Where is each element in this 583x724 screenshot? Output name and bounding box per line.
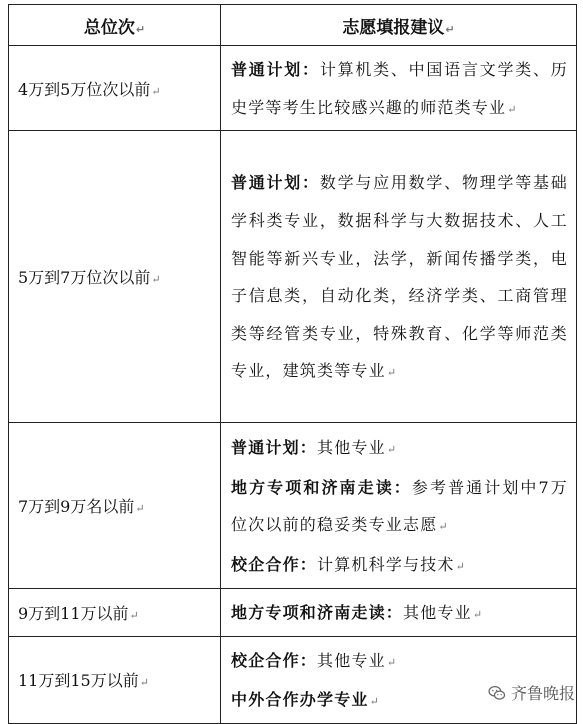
- table-row: [9, 131, 577, 423]
- header-rank: 总位次↵: [9, 5, 221, 46]
- header-advice: 志愿填报建议↵: [221, 5, 577, 46]
- rank-cell: 11万到15万以前↵: [9, 636, 221, 723]
- advice-cell: [221, 423, 577, 589]
- advice-paragraph: 普通计划：其他专业↵: [231, 438, 398, 457]
- advice-cell: [221, 46, 577, 131]
- table-row: [9, 636, 577, 723]
- wechat-icon: [487, 683, 507, 703]
- rank-cell: 9万到11万以前↵: [9, 589, 221, 637]
- watermark: [487, 681, 575, 704]
- advice-cell: [221, 131, 577, 423]
- rank-cell: 5万到7万位次以前↵: [9, 131, 221, 423]
- table-row: [9, 423, 577, 589]
- rank-cell: 7万到9万名以前↵: [9, 423, 221, 589]
- table-row: [9, 589, 577, 637]
- header-row: [9, 5, 577, 46]
- advice-paragraph: 中外合作办学专业↵: [231, 690, 381, 710]
- advice-paragraph: 校企合作：计算机科学与技术↵: [231, 554, 467, 574]
- rank-cell: 4万到5万位次以前↵: [9, 46, 221, 131]
- advice-paragraph: 普通计划：数学与应用数学、物理学等基础学科类专业，数据科学与大数据技术、人工智能等新兴专业，法学，新闻传播学类，电子信息类，自动化类，经济学类、工商管理类等经管类专业，特殊教育、化学等师范类专业，建筑类等专业↵: [231, 173, 568, 381]
- advice-paragraph: 地方专项和济南走读：参考普通计划中7万位次以前的稳妥类专业志愿↵: [231, 477, 568, 535]
- advice-cell: [221, 589, 577, 637]
- advice-paragraph: 普通计划：计算机类、中国语言文学类、历史学等考生比较感兴趣的师范类专业↵: [231, 60, 568, 117]
- table-row: [9, 46, 577, 131]
- advice-cell: [221, 636, 577, 723]
- advice-paragraph: 地方专项和济南走读：其他专业↵: [231, 603, 484, 623]
- advice-table: [8, 4, 577, 724]
- advice-paragraph: 校企合作：其他专业↵: [231, 650, 398, 670]
- watermark-text: 齐鲁晚报: [510, 684, 575, 703]
